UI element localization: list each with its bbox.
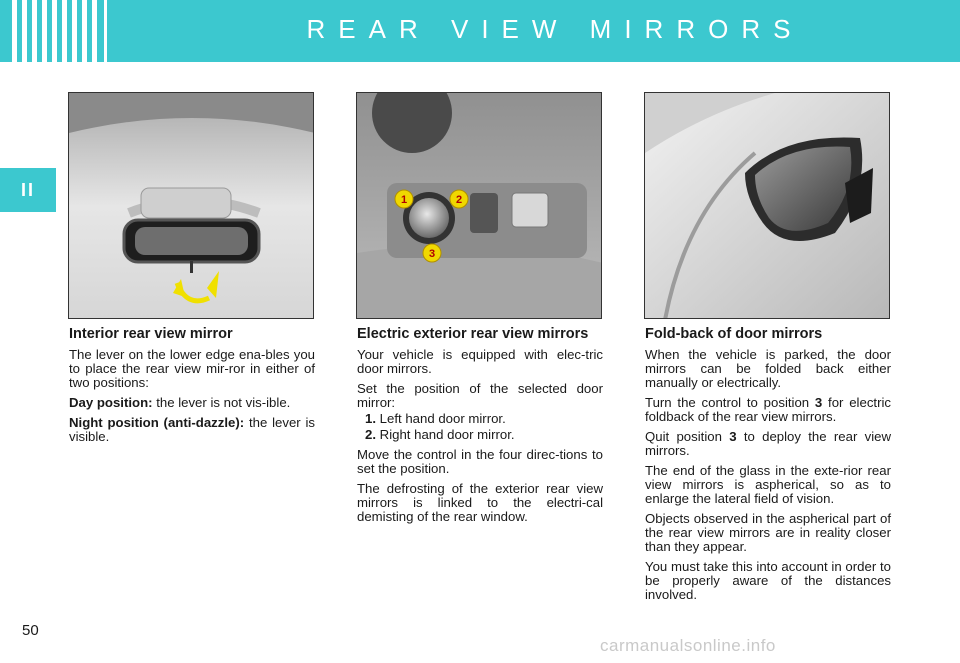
column-interior-mirror [69,326,315,450]
paragraph [645,396,891,424]
page-number: 50 [22,622,39,639]
watermark: carmanualsonline.info [600,636,776,655]
callout-2: 2 [455,194,463,206]
paragraph [69,416,315,444]
column-fold-back [645,326,891,608]
paragraph-text: Turn the control to position [645,395,815,410]
paragraph: Objects observed in the aspherical part of the rear view mirrors are in reality closer than they appear. [645,511,891,554]
paragraph-text: to deploy the rear view mirrors. [645,429,891,458]
paragraph [645,430,891,458]
paragraph-text: Quit position [645,429,730,444]
section-heading: Electric exterior rear view mirrors [357,326,589,342]
item-text: Right hand door mirror. [376,427,515,442]
item-text: Left hand door mirror. [376,411,506,426]
paragraph: The lever on the lower edge ena-bles you to place the rear view mir-ror in either of two positions: [69,347,315,390]
callout-3: 3 [428,248,436,260]
term-label: Day position: [69,395,153,410]
paragraph: The defrosting of the exterior rear view mirrors is linked to the electri-cal demisting of the rear window. [357,481,603,524]
interior-mirror-photo [68,92,314,319]
callout-1: 1 [400,194,408,206]
section-heading: Interior rear view mirror [69,326,233,342]
page-title: REAR VIEW MIRRORS [306,14,804,44]
door-mirror-photo [644,92,890,319]
mirror-control-photo [356,92,602,319]
header-bar [0,0,960,62]
paragraph: The end of the glass in the exte-rior rear view mirrors is aspherical, so as to enlarge the lateral field of vision. [645,463,891,506]
section-tab: II [0,168,56,212]
paragraph: Set the position of the selected door mirror: [357,381,603,410]
column-electric-mirrors [357,326,603,530]
section-heading: Fold-back of door mirrors [645,326,823,342]
paragraph-text: the lever is visible. [69,415,315,444]
item-number: 2. [365,427,376,442]
paragraph: Move the control in the four direc-tions to set the position. [357,447,603,476]
list-item [365,412,603,426]
term-label: Night position (anti-dazzle): [69,415,245,430]
paragraph: Your vehicle is equipped with elec-tric door mirrors. [357,347,603,376]
paragraph-text: the lever is not vis-ible. [152,395,291,410]
paragraph: You must take this into account in order to be properly aware of the distances involved. [645,559,891,602]
paragraph [69,396,315,410]
item-number: 1. [365,411,376,426]
paragraph: When the vehicle is parked, the door mirrors can be folded back either manually or electrically. [645,347,891,390]
paragraph-text: for electric foldback of the rear view mirrors. [645,395,891,424]
position-number: 3 [814,395,823,410]
list-item [365,428,603,442]
position-number: 3 [729,429,737,444]
